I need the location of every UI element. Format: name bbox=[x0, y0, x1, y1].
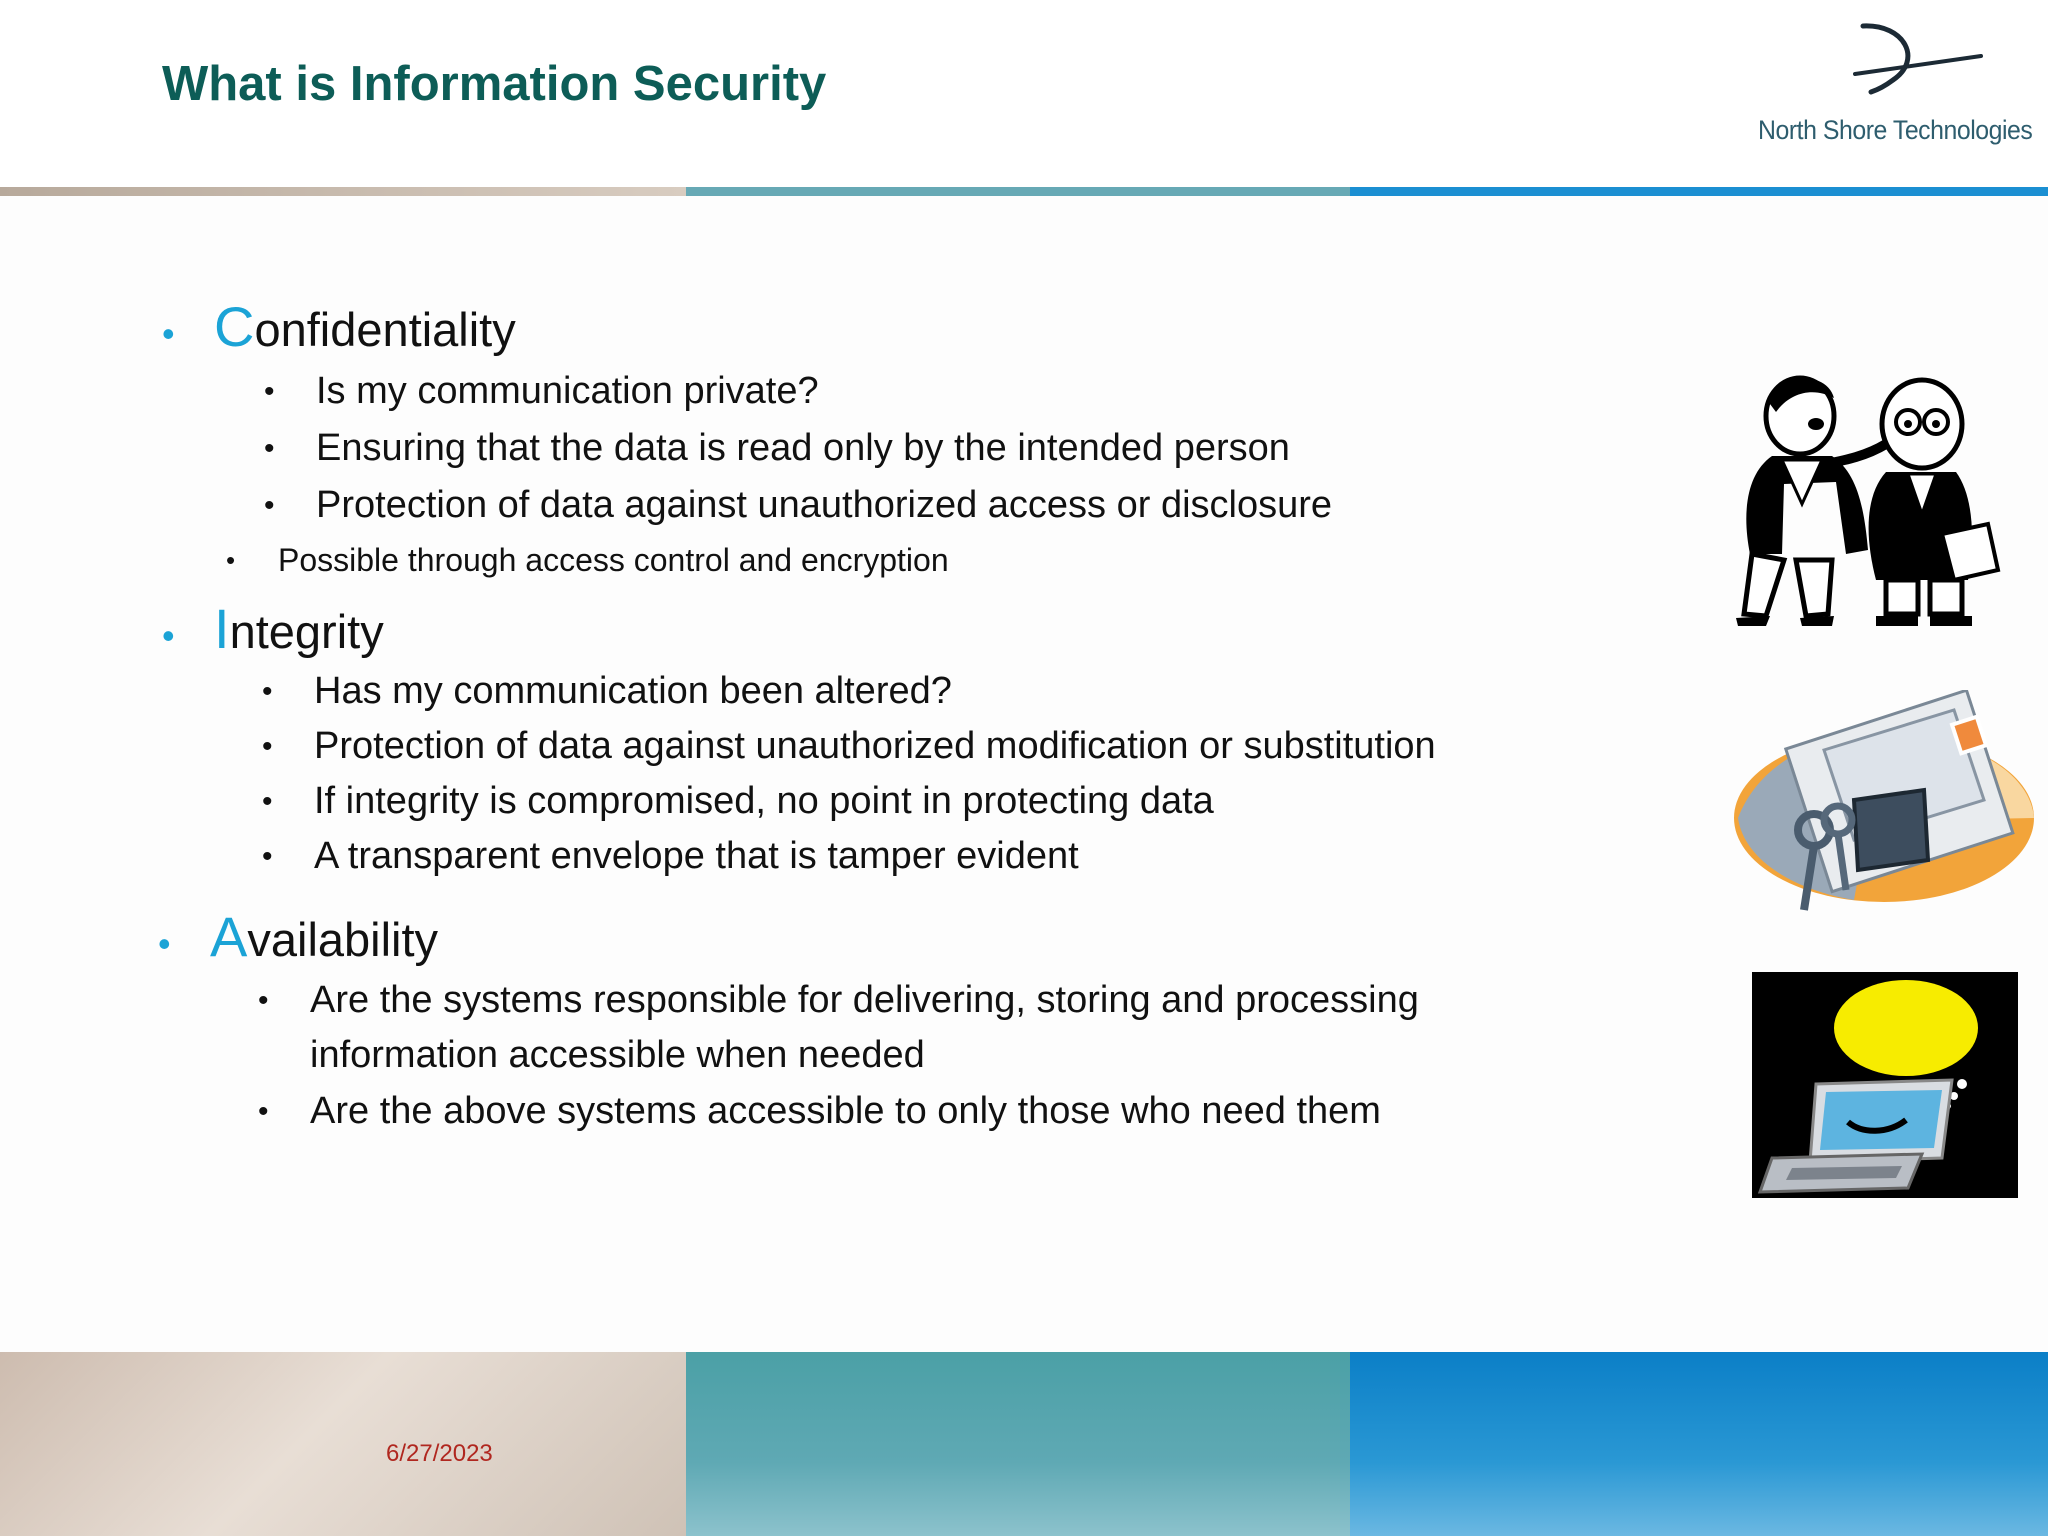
envelope-keys-icon bbox=[1734, 690, 2040, 922]
bullet: • bbox=[162, 615, 175, 656]
list-item: • Protection of data against unauthorized modification or substitution bbox=[262, 725, 1436, 767]
heading-initial: C bbox=[214, 295, 255, 358]
bullet: • bbox=[162, 313, 175, 354]
list-item: • Protection of data against unauthorized access or disclosure bbox=[264, 484, 1333, 526]
list-item: • A transparent envelope that is tamper evident bbox=[262, 835, 1079, 877]
bullet: • bbox=[158, 923, 171, 964]
list-item: • If integrity is compromised, no point in protecting data bbox=[262, 780, 1214, 822]
laptop-thought-icon bbox=[1752, 972, 2018, 1198]
logo-text: North Shore Technologies bbox=[1758, 115, 2033, 145]
list-item: • Ensuring that the data is read only by the intended person bbox=[264, 427, 1290, 469]
heading-initial: I bbox=[214, 597, 230, 660]
list-item: • Has my communication been altered? bbox=[262, 670, 952, 712]
list-item: • Is my communication private? bbox=[264, 370, 819, 412]
page-title: What is Information Security bbox=[162, 57, 827, 111]
footer-date: 6/27/2023 bbox=[386, 1440, 493, 1467]
section-heading-confidentiality bbox=[162, 294, 516, 359]
list-item-note: • Possible through access control and encryption bbox=[226, 542, 949, 578]
heading-rest: ntegrity bbox=[229, 605, 384, 658]
slide-footer bbox=[0, 1352, 2048, 1536]
section-heading-integrity bbox=[162, 596, 384, 661]
list-item-continuation: information accessible when needed bbox=[310, 1034, 925, 1076]
whispering-men-icon bbox=[1736, 364, 2002, 634]
section-heading-availability bbox=[158, 904, 438, 969]
list-item: • Are the systems responsible for delivering, storing and processing bbox=[258, 979, 1419, 1021]
heading-rest: onfidentiality bbox=[254, 303, 516, 356]
heading-initial: A bbox=[210, 905, 248, 968]
heading-rest: vailability bbox=[247, 913, 439, 966]
list-item: • Are the above systems accessible to only those who need them bbox=[258, 1090, 1381, 1132]
